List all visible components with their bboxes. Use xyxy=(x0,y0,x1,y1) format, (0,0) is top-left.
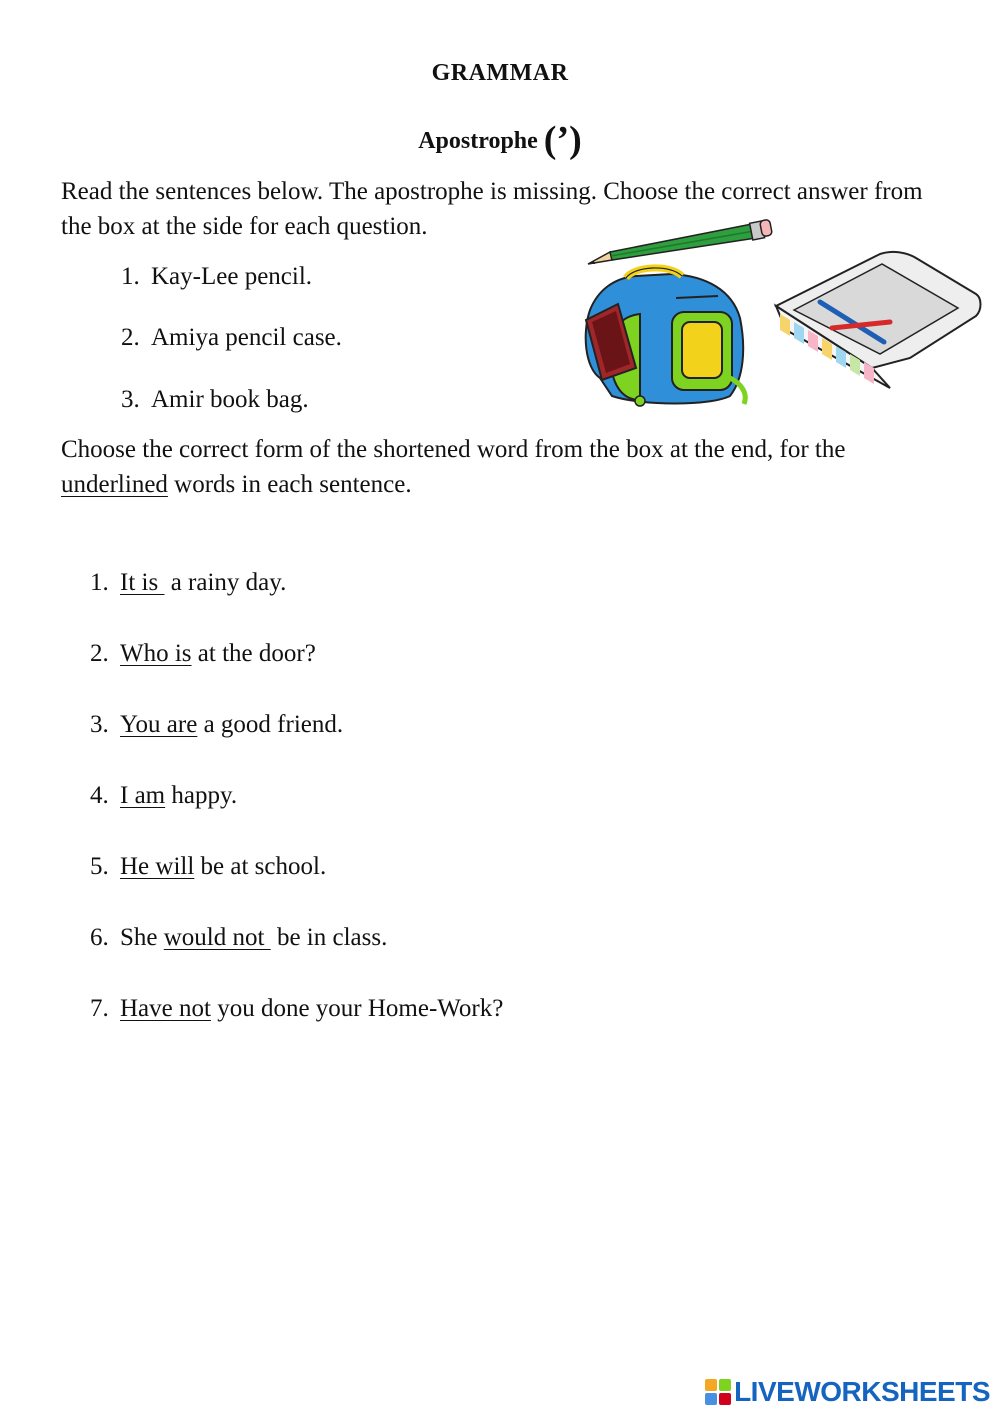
item-number: 1. xyxy=(121,263,140,290)
item-text-post: be at school. xyxy=(194,853,327,880)
brand-name: LIVEWORKSHEETS xyxy=(734,1376,990,1407)
exercise-item xyxy=(90,710,343,740)
exercise-item xyxy=(90,781,237,811)
item-text: Amir book bag. xyxy=(151,386,309,413)
logo-square xyxy=(719,1393,731,1405)
logo-square xyxy=(705,1379,717,1391)
item-number: 2. xyxy=(121,324,140,351)
underlined-words: He will xyxy=(120,853,195,880)
liveworksheets-logo xyxy=(705,1376,990,1408)
underlined-words: would not xyxy=(163,924,271,951)
item-text: Kay-Lee pencil. xyxy=(151,263,313,290)
underlined-words: Who is xyxy=(120,640,192,667)
section2-instructions xyxy=(61,432,941,502)
item-number: 2. xyxy=(90,640,109,667)
item-text-post: you done your Home-Work? xyxy=(210,995,504,1022)
item-text-post: a rainy day. xyxy=(164,569,287,596)
pencil-case-icon xyxy=(776,252,981,388)
school-supplies-illustration xyxy=(580,218,985,413)
item-text-post: be in class. xyxy=(270,924,388,951)
logo-square xyxy=(719,1379,731,1391)
item-number: 6. xyxy=(90,924,109,951)
exercise-item xyxy=(90,639,316,669)
item-text: Amiya pencil case. xyxy=(151,324,342,351)
section1-instructions: Read the sentences below. The apostrophe is missing. Choose the correct answer from the box at the side for each question. xyxy=(61,178,923,240)
item-number: 5. xyxy=(90,853,109,880)
exercise-item xyxy=(90,994,503,1024)
underlined-words: It is xyxy=(120,569,165,596)
item-number: 4. xyxy=(90,782,109,809)
exercise-item xyxy=(90,568,286,598)
item-text-post: a good friend. xyxy=(197,711,344,738)
page-title: GRAMMAR xyxy=(431,60,569,86)
pencil-icon xyxy=(588,219,772,264)
exercise-item xyxy=(90,923,387,953)
item-text-post: happy. xyxy=(165,782,238,809)
subtitle-text: Apostrophe xyxy=(418,128,538,154)
item-number: 7. xyxy=(90,995,109,1022)
item-text-pre: She xyxy=(120,924,164,951)
instructions-text: Choose the correct form of the shortened word from the box at the end, for the xyxy=(61,436,846,463)
apostrophe-mark: (’) xyxy=(543,119,582,161)
page-subtitle xyxy=(0,118,1000,162)
backpack-icon xyxy=(586,268,746,406)
instructions-text-end: words in each sentence. xyxy=(167,471,412,498)
instructions-underlined: underlined xyxy=(61,471,168,498)
exercise-item xyxy=(90,852,326,882)
item-text-post: at the door? xyxy=(191,640,316,667)
list-item xyxy=(121,385,309,415)
list-item xyxy=(121,262,312,292)
logo-mark-icon xyxy=(705,1379,731,1405)
logo-square xyxy=(705,1393,717,1405)
underlined-words: You are xyxy=(120,711,198,738)
underlined-words: Have not xyxy=(120,995,211,1022)
list-item xyxy=(121,323,342,353)
underlined-words: I am xyxy=(120,782,166,809)
item-number: 3. xyxy=(90,711,109,738)
item-number: 1. xyxy=(90,569,109,596)
item-number: 3. xyxy=(121,386,140,413)
